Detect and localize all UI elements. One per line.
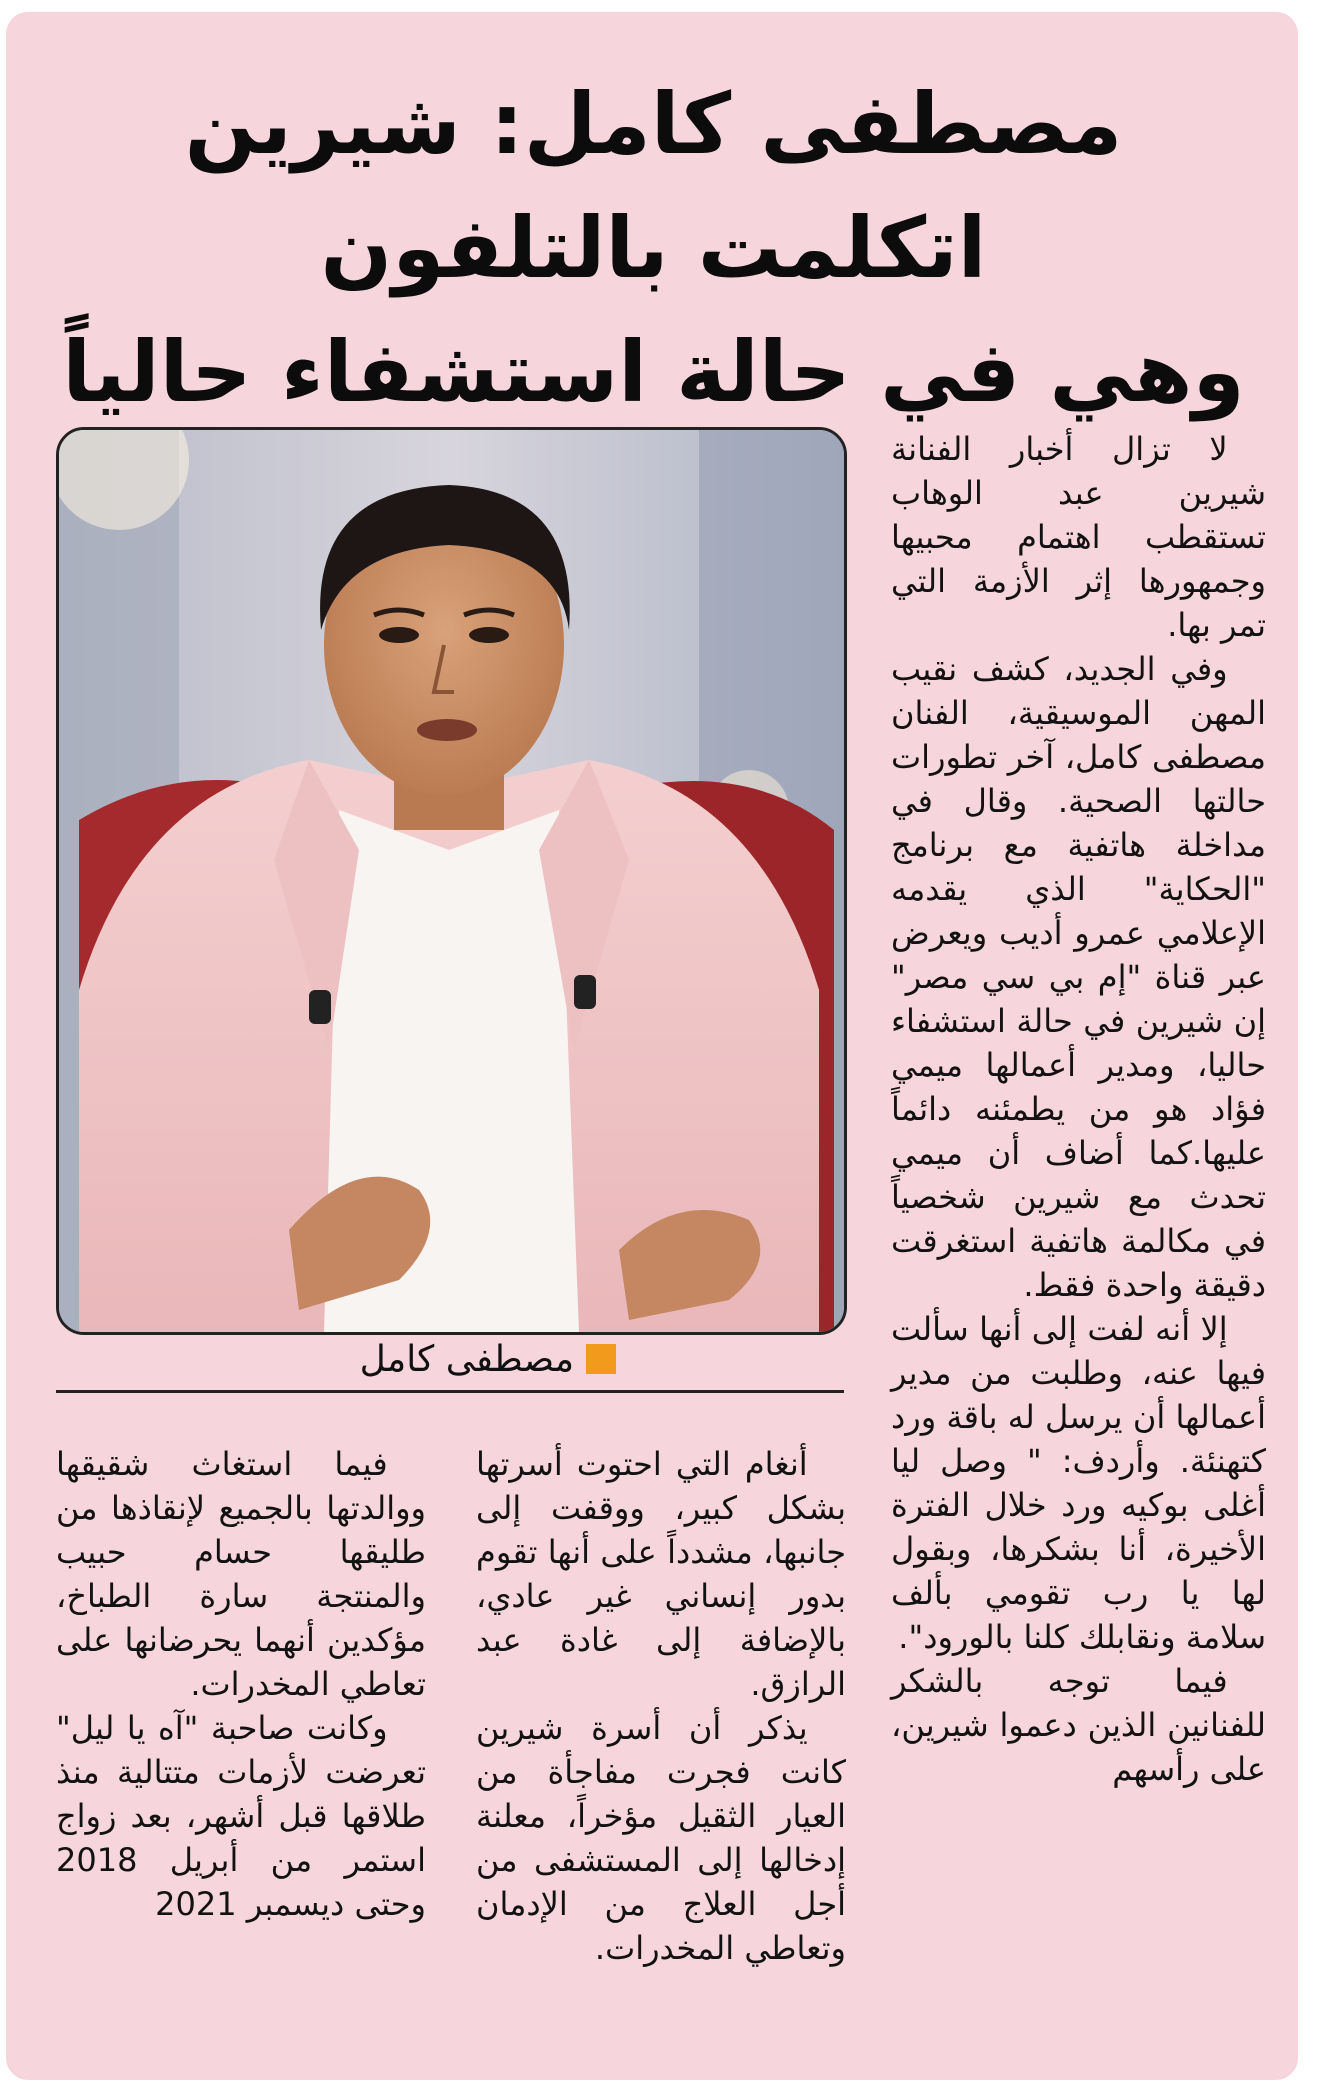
headline-line-1: مصطفى كامل: شيرين اتكلمت بالتلفون: [184, 75, 1123, 297]
photo-caption-text: مصطفى كامل: [359, 1338, 574, 1380]
portrait-illustration: [59, 430, 844, 1332]
paragraph: يذكر أن أسرة شيرين كانت فجرت مفاجأة من العيار الثقيل مؤخراً، معلنة إدخالها إلى المستشفى من أجل العلاج من الإدمان وتعاطي المخدرات.: [476, 1709, 846, 1967]
headline-line-2: وهي في حالة استشفاء حالياً: [62, 323, 1245, 421]
paragraph: لا تزال أخبار الفنانة شيرين عبد الوهاب تستقطب اهتمام محبيها وجمهورها إثر الأزمة التي تمر بها.: [891, 430, 1266, 644]
caption-square-icon: [586, 1344, 616, 1374]
paragraph: وفي الجديد، كشف نقيب المهن الموسيقية، الفنان مصطفى كامل، آخر تطورات حالتها الصحية. وقال في مداخلة هاتفية مع برنامج "الحكاية" الذي يقدمه الإعلامي عمرو أديب ويعرض عبر قناة "إم بي سي مصر" إن شيرين في حالة استشفاء حاليا، ومدير أعمالها ميمي فؤاد هو من يطمئنه دائماً عليها.كما أضاف أن ميمي تحدث مع شيرين شخصياً في مكالمة هاتفية استغرقت دقيقة واحدة فقط.: [891, 650, 1266, 1304]
article-column-right: [891, 427, 1266, 2067]
headline: [46, 62, 1261, 434]
article-photo: [56, 427, 847, 1335]
paragraph: إلا أنه لفت إلى أنها سألت فيها عنه، وطلبت من مدير أعمالها أن يرسل له باقة ورد كتهنئة. وأردف: " وصل ليا أغلى بوكيه ورد خلال الفترة الأخيرة، أنا بشكرها، وبقول لها يا رب تقومي بألف سلامة ونقابلك كلنا بالورود".: [891, 1310, 1266, 1656]
article-column-middle: [476, 1442, 846, 2067]
paragraph: وكانت صاحبة "آه يا ليل" تعرضت لأزمات متتالية منذ طلاقها قبل أشهر، بعد زواج استمر من أبريل 2018 وحتى ديسمبر 2021: [56, 1709, 426, 1923]
paragraph: أنغام التي احتوت أسرتها بشكل كبير، ووقفت إلى جانبها، مشدداً على أنها تقوم بدور إنساني غير عادي، بالإضافة إلى غادة عبد الرازق.: [476, 1445, 846, 1703]
paragraph: فيما توجه بالشكر للفنانين الذين دعموا شيرين، على رأسهم: [891, 1662, 1266, 1788]
caption-divider: [56, 1390, 844, 1393]
photo-caption: [276, 1336, 616, 1382]
article-column-left: [56, 1442, 426, 2067]
paragraph: فيما استغاث شقيقها ووالدتها بالجميع لإنقاذها من طليقها حسام حبيب والمنتجة سارة الطباخ، مؤكدين أنهما يحرضانها على تعاطي المخدرات.: [56, 1445, 426, 1703]
newspaper-page: [6, 12, 1298, 2080]
